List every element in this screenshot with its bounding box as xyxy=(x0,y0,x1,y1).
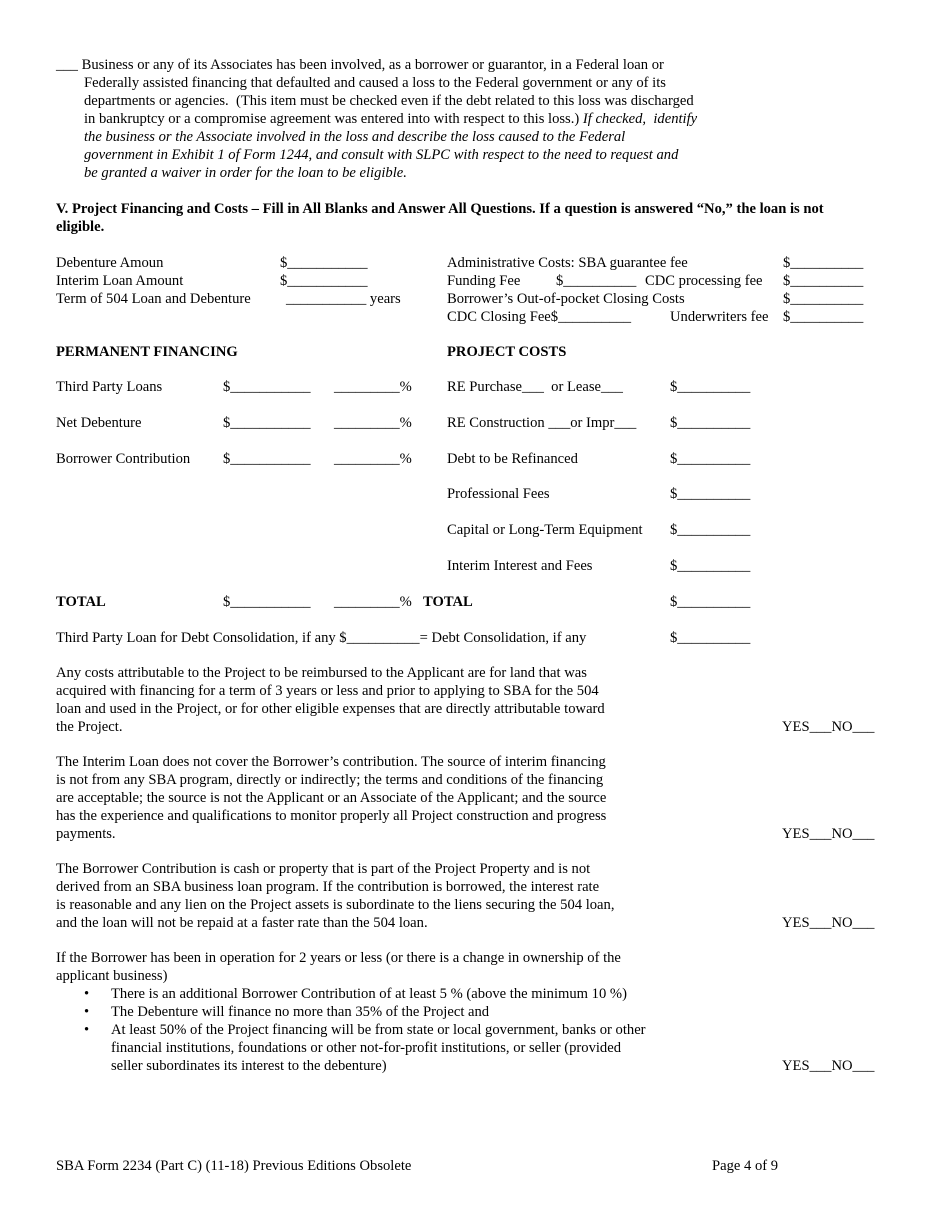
question-line: has the experience and qualifications to monitor properly all Project construction and progress xyxy=(56,808,607,824)
debt-consolidation-line[interactable]: Third Party Loan for Debt Consolidation, if any $__________= Debt Consolidation, if any xyxy=(56,630,587,646)
intro-line xyxy=(84,110,697,128)
pf-row-label: Third Party Loans xyxy=(56,379,163,395)
yes-no-answer[interactable]: YES___NO___ xyxy=(782,826,875,842)
pc-row-amount[interactable]: $__________ xyxy=(670,415,751,431)
out-of-pocket-field[interactable]: $__________ xyxy=(783,291,864,307)
pc-row-label: Interim Interest and Fees xyxy=(447,558,593,574)
pc-row-amount[interactable]: $__________ xyxy=(670,558,751,574)
yes-no-answer[interactable]: YES___NO___ xyxy=(782,915,875,931)
pc-total-amount[interactable]: $__________ xyxy=(670,594,751,610)
intro-line: departments or agencies. (This item must be checked even if the debt related to this loss was discharged xyxy=(84,93,694,109)
cdc-processing-field[interactable]: $__________ xyxy=(783,273,864,289)
footer-page-number: Page 4 of 9 xyxy=(712,1158,779,1174)
pc-row-amount[interactable]: $__________ xyxy=(670,451,751,467)
question-line: The Borrower Contribution is cash or property that is part of the Project Property and is not xyxy=(56,861,591,877)
pf-row-label: Borrower Contribution xyxy=(56,451,191,467)
term-field[interactable]: ___________ years xyxy=(286,291,401,307)
cdc-closing-fee[interactable]: CDC Closing Fee$__________ xyxy=(447,309,632,325)
pc-row-label: Debt to be Refinanced xyxy=(447,451,578,467)
pc-row-label: RE Construction ___or Impr___ xyxy=(447,415,637,431)
pc-row-amount[interactable]: $__________ xyxy=(670,486,751,502)
bullet-icon: • xyxy=(84,986,90,1002)
funding-fee-label: Funding Fee xyxy=(447,273,521,289)
bullet-text: financial institutions, foundations or other not-for-profit institutions, or seller (provided xyxy=(111,1040,621,1056)
pf-total-amount[interactable]: $___________ xyxy=(223,594,311,610)
intro-line-text: in bankruptcy or a compromise agreement was entered into with respect to this loss.) xyxy=(84,111,583,127)
interim-loan-field[interactable]: $___________ xyxy=(280,273,368,289)
question-line: loan and used in the Project, or for other eligible expenses that are directly attributable toward xyxy=(56,701,605,717)
intro-italic-line: the business or the Associate involved in the loss and describe the loss caused to the Federal xyxy=(84,129,626,145)
pf-row-pct[interactable]: _________% xyxy=(334,451,412,467)
pf-row-label: Net Debenture xyxy=(56,415,142,431)
funding-fee-field[interactable]: $__________ xyxy=(556,273,637,289)
yes-no-answer[interactable]: YES___NO___ xyxy=(782,1058,875,1074)
intro-italic-text: If checked, identify xyxy=(582,111,698,127)
intro-line: Federally assisted financing that defaulted and caused a loss to the Federal government or any of its xyxy=(84,75,666,91)
section-heading-cont: eligible. xyxy=(56,219,105,235)
bullet-text: seller subordinates its interest to the debenture) xyxy=(111,1058,387,1074)
bullet-text: There is an additional Borrower Contribution of at least 5 % (above the minimum 10 %) xyxy=(111,986,627,1002)
intro-blank[interactable]: ___ xyxy=(56,57,78,73)
pc-total-label: TOTAL xyxy=(423,594,473,610)
question-line: Any costs attributable to the Project to be reimbursed to the Applicant are for land that was xyxy=(56,665,587,681)
project-costs-heading: PROJECT COSTS xyxy=(447,344,567,360)
intro-italic-line: be granted a waiver in order for the loan to be eligible. xyxy=(84,165,407,181)
permanent-financing-heading: PERMANENT FINANCING xyxy=(56,344,238,360)
question-line: the Project. xyxy=(56,719,123,735)
bullet-text: At least 50% of the Project financing will be from state or local government, banks or other xyxy=(111,1022,646,1038)
admin-costs-label: Administrative Costs: SBA guarantee fee xyxy=(447,255,688,271)
pc-row-amount[interactable]: $__________ xyxy=(670,522,751,538)
bullet-icon: • xyxy=(84,1004,90,1020)
debenture-amount-label: Debenture Amoun xyxy=(56,255,164,271)
pf-row-amount[interactable]: $___________ xyxy=(223,451,311,467)
out-of-pocket-label: Borrower’s Out-of-pocket Closing Costs xyxy=(447,291,685,307)
intro-italic-line: government in Exhibit 1 of Form 1244, and consult with SLPC with respect to the need to request and xyxy=(84,147,679,163)
question-line: is reasonable and any lien on the Project assets is subordinate to the liens securing the 504 loan, xyxy=(56,897,615,913)
term-label: Term of 504 Loan and Debenture xyxy=(56,291,251,307)
question-line: If the Borrower has been in operation for 2 years or less (or there is a change in ownership of the xyxy=(56,950,621,966)
pf-total-label: TOTAL xyxy=(56,594,106,610)
question-line: is not from any SBA program, directly or indirectly; the terms and conditions of the financing xyxy=(56,772,604,788)
cdc-processing-label: CDC processing fee xyxy=(645,273,763,289)
pf-row-pct[interactable]: _________% xyxy=(334,415,412,431)
pf-row-pct[interactable]: _________% xyxy=(334,379,412,395)
underwriters-field[interactable]: $__________ xyxy=(783,309,864,325)
debt-consolidation-amount[interactable]: $__________ xyxy=(670,630,751,646)
bullet-text: The Debenture will finance no more than 35% of the Project and xyxy=(111,1004,490,1020)
question-line: payments. xyxy=(56,826,116,842)
pf-total-pct[interactable]: _________% xyxy=(334,594,412,610)
underwriters-label: Underwriters fee xyxy=(670,309,769,325)
interim-loan-label: Interim Loan Amount xyxy=(56,273,184,289)
debenture-amount-field[interactable]: $___________ xyxy=(280,255,368,271)
pc-row-label: Capital or Long-Term Equipment xyxy=(447,522,643,538)
question-line: applicant business) xyxy=(56,968,168,984)
question-line: The Interim Loan does not cover the Borrower’s contribution. The source of interim financing xyxy=(56,754,606,770)
yes-no-answer[interactable]: YES___NO___ xyxy=(782,719,875,735)
question-line: derived from an SBA business loan program. If the contribution is borrowed, the interest rate xyxy=(56,879,600,895)
section-heading: V. Project Financing and Costs – Fill in All Blanks and Answer All Questions. If a question is answered “No,” the loan is not xyxy=(56,201,824,217)
question-line: are acceptable; the source is not the Applicant or an Associate of the Applicant; and the source xyxy=(56,790,607,806)
intro-line: Business or any of its Associates has been involved, as a borrower or guarantor, in a Federal loan or xyxy=(78,57,664,73)
pc-row-label: RE Purchase___ or Lease___ xyxy=(447,379,623,395)
question-line: and the loan will not be repaid at a faster rate than the 504 loan. xyxy=(56,915,428,931)
footer-form-id: SBA Form 2234 (Part C) (11-18) Previous Editions Obsolete xyxy=(56,1158,412,1174)
admin-costs-field[interactable]: $__________ xyxy=(783,255,864,271)
bullet-icon: • xyxy=(84,1022,90,1038)
question-line: acquired with financing for a term of 3 years or less and prior to applying to SBA for the 504 xyxy=(56,683,599,699)
pf-row-amount[interactable]: $___________ xyxy=(223,379,311,395)
pc-row-label: Professional Fees xyxy=(447,486,550,502)
pf-row-amount[interactable]: $___________ xyxy=(223,415,311,431)
pc-row-amount[interactable]: $__________ xyxy=(670,379,751,395)
